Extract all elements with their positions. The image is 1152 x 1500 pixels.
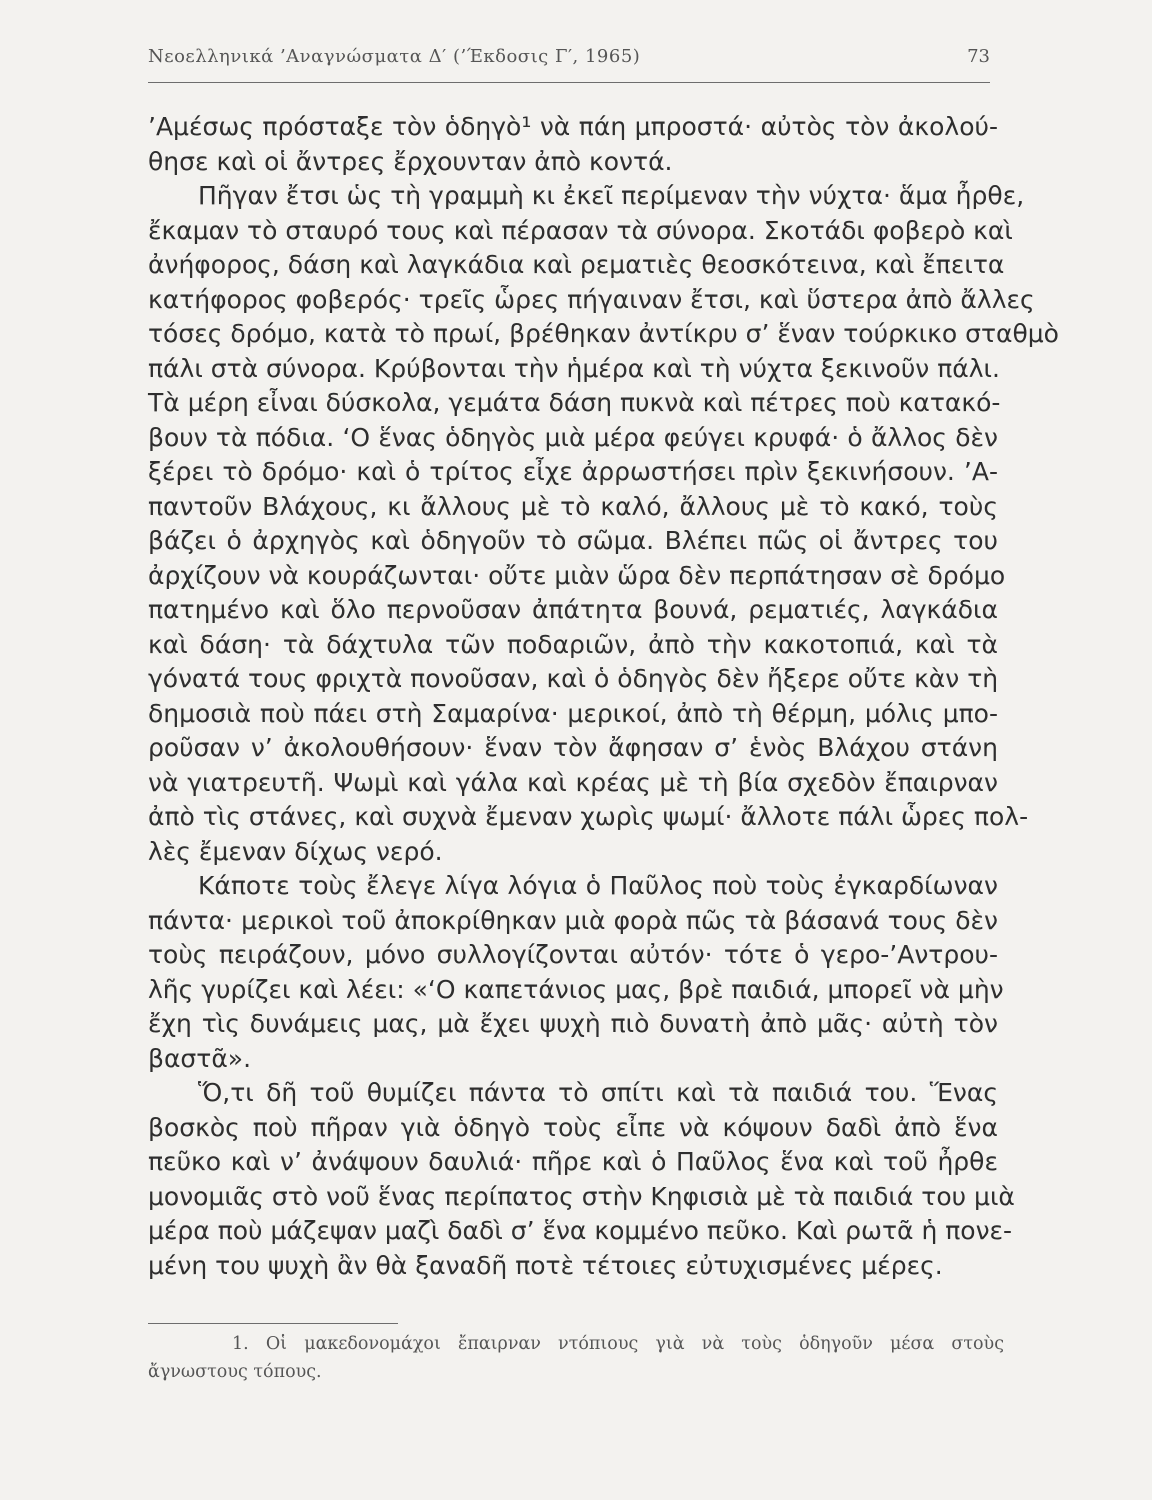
text-line: Κάποτε τοὺς ἔλεγε λίγα λόγια ὁ Παῦλος ποὺ τοὺς ἐγκαρδίωναν xyxy=(198,871,998,900)
text-line: θησε καὶ οἱ ἄντρες ἔρχουνταν ἀπὸ κοντά. xyxy=(148,146,673,176)
text-line: ἀρχίζουν νὰ κουράζωνται· οὔτε μιὰν ὥρα δὲν περπάτησαν σὲ δρόμο xyxy=(148,560,1006,590)
text-line: Τὰ μέρη εἶναι δύσκολα, γεμάτα δάση πυκνὰ καὶ πέτρες ποὺ κατακό- xyxy=(148,388,1001,417)
text-line: μένη του ψυχὴ ἂν θὰ ξαναδῆ ποτὲ τέτοιες εὐτυχισμένες μέρες. xyxy=(148,1250,943,1280)
running-head-title: Νεοελληνικά ’Αναγνώσματα Δ′ (’Έκδοσις Γ′, 1965) xyxy=(148,46,641,67)
text-line: μέρα ποὺ μάζεψαν μαζὶ δαδὶ σ’ ἕνα κομμένο πεῦκο. Καὶ ρωτᾶ ἡ πονε- xyxy=(148,1216,1013,1245)
text-line: βάζει ὁ ἀρχηγὸς καὶ ὁδηγοῦν τὸ σῶμα. Βλέπει πῶς οἱ ἄντρες του xyxy=(148,526,998,555)
body-text xyxy=(148,110,1059,1283)
text-line: μονομιᾶς στὸ νοῦ ἕνας περίπατος στὴν Κηφισιὰ μὲ τὰ παιδιά του μιὰ xyxy=(148,1181,1015,1211)
text-line: λῆς γυρίζει καὶ λέει: «‘Ο καπετάνιος μας, βρὲ παιδιά, μπορεῖ νὰ μὴν xyxy=(148,974,1004,1004)
text-line: λὲς ἔμεναν δίχως νερό. xyxy=(148,836,443,866)
text-line: πεῦκο καὶ ν’ ἀνάψουν δαυλιά· πῆρε καὶ ὁ Παῦλος ἕνα καὶ τοῦ ἦρθε xyxy=(148,1147,998,1176)
text-line: βουν τὰ πόδια. ‘Ο ἕνας ὁδηγὸς μιὰ μέρα φεύγει κρυφά· ὁ ἄλλος δὲν xyxy=(148,422,998,452)
text-line: ἀπὸ τὶς στάνες, καὶ συχνὰ ἔμεναν χωρὶς ψωμί· ἄλλοτε πάλι ὧρες πολ- xyxy=(148,802,1029,831)
text-line: ἀνήφορος, δάση καὶ λαγκάδια καὶ ρεματιὲς θεοσκότεινα, καὶ ἔπειτα xyxy=(148,250,1005,279)
text-line: τόσες δρόμο, κατὰ τὸ πρωί, βρέθηκαν ἀντίκρυ σ’ ἕναν τούρκικο σταθμὸ xyxy=(148,319,1059,348)
text-line: ξέρει τὸ δρόμο· καὶ ὁ τρίτος εἶχε ἀρρωστήσει πρὶν ξεκινήσουν. ’Α- xyxy=(148,457,998,486)
text-line: Πῆγαν ἔτσι ὡς τὴ γραμμὴ κι ἐκεῖ περίμεναν τὴν νύχτα· ἅμα ἦρθε, xyxy=(198,181,1025,210)
text-line: γόνατά τους φριχτὰ πονοῦσαν, καὶ ὁ ὁδηγὸς δὲν ἤξερε οὔτε κὰν τὴ xyxy=(148,664,999,693)
footnote-line: ἄγνωστους τόπους. xyxy=(148,1362,322,1382)
text-line: παντοῦν Βλάχους, κι ἄλλους μὲ τὸ καλό, ἄλλους μὲ τὸ κακό, τοὺς xyxy=(148,491,998,521)
text-line: νὰ γιατρευτῆ. Ψωμὶ καὶ γάλα καὶ κρέας μὲ τὴ βία σχεδὸν ἔπαιρναν xyxy=(148,767,998,797)
text-line: τοὺς πειράζουν, μόνο συλλογίζονται αὐτόν· τότε ὁ γερο-’Αντρου- xyxy=(148,940,998,969)
text-line: ’Αμέσως πρόσταξε τὸν ὁδηγὸ¹ νὰ πάη μπροστά· αὐτὸς τὸν ἀκολού- xyxy=(148,112,998,141)
text-line: Ὅ,τι δῆ τοῦ θυμίζει πάντα τὸ σπίτι καὶ τὰ παιδιά του. Ἕνας xyxy=(198,1078,998,1107)
text-line: πάντα· μερικοὶ τοῦ ἀποκρίθηκαν μιὰ φορὰ πῶς τὰ βάσανά τους δὲν xyxy=(148,905,998,935)
text-line: πάλι στὰ σύνορα. Κρύβονται τὴν ἡμέρα καὶ τὴ νύχτα ξεκινοῦν πάλι. xyxy=(148,353,1000,383)
footnote-rule xyxy=(148,1323,398,1324)
text-line: κατήφορος φοβερός· τρεῖς ὧρες πήγαιναν ἔτσι, καὶ ὕστερα ἀπὸ ἄλλες xyxy=(148,284,1035,314)
running-header xyxy=(148,42,990,83)
footnote-line: 1. Οἱ μακεδονομάχοι ἔπαιρναν ντόπιους γιὰ νὰ τοὺς ὁδηγοῦν μέσα στοὺς xyxy=(232,1334,1004,1354)
text-line: δημοσιὰ ποὺ πάει στὴ Σαμαρίνα· μερικοί, ἀπὸ τὴ θέρμη, μόλις μπο- xyxy=(148,698,998,728)
text-line: ροῦσαν ν’ ἀκολουθήσουν· ἕναν τὸν ἄφησαν σ’ ἑνὸς Βλάχου στάνη xyxy=(148,733,998,762)
footnotes xyxy=(148,1330,1004,1386)
text-line: ἔκαμαν τὸ σταυρό τους καὶ πέρασαν τὰ σύνορα. Σκοτάδι φοβερὸ καὶ xyxy=(148,215,1013,245)
text-line: καὶ δάση· τὰ δάχτυλα τῶν ποδαριῶν, ἀπὸ τὴν κακοτοπιά, καὶ τὰ xyxy=(148,629,998,659)
text-line: ἔχη τὶς δυνάμεις μας, μὰ ἔχει ψυχὴ πιὸ δυνατὴ ἀπὸ μᾶς· αὐτὴ τὸν xyxy=(148,1009,998,1038)
page-number: 73 xyxy=(967,46,990,67)
text-line: πατημένο καὶ ὅλο περνοῦσαν ἀπάτητα βουνά, ρεματιές, λαγκάδια xyxy=(148,595,998,624)
text-line: βαστᾶ». xyxy=(148,1043,252,1073)
text-line: βοσκὸς ποὺ πῆραν γιὰ ὁδηγὸ τοὺς εἶπε νὰ κόψουν δαδὶ ἀπὸ ἕνα xyxy=(148,1112,998,1142)
